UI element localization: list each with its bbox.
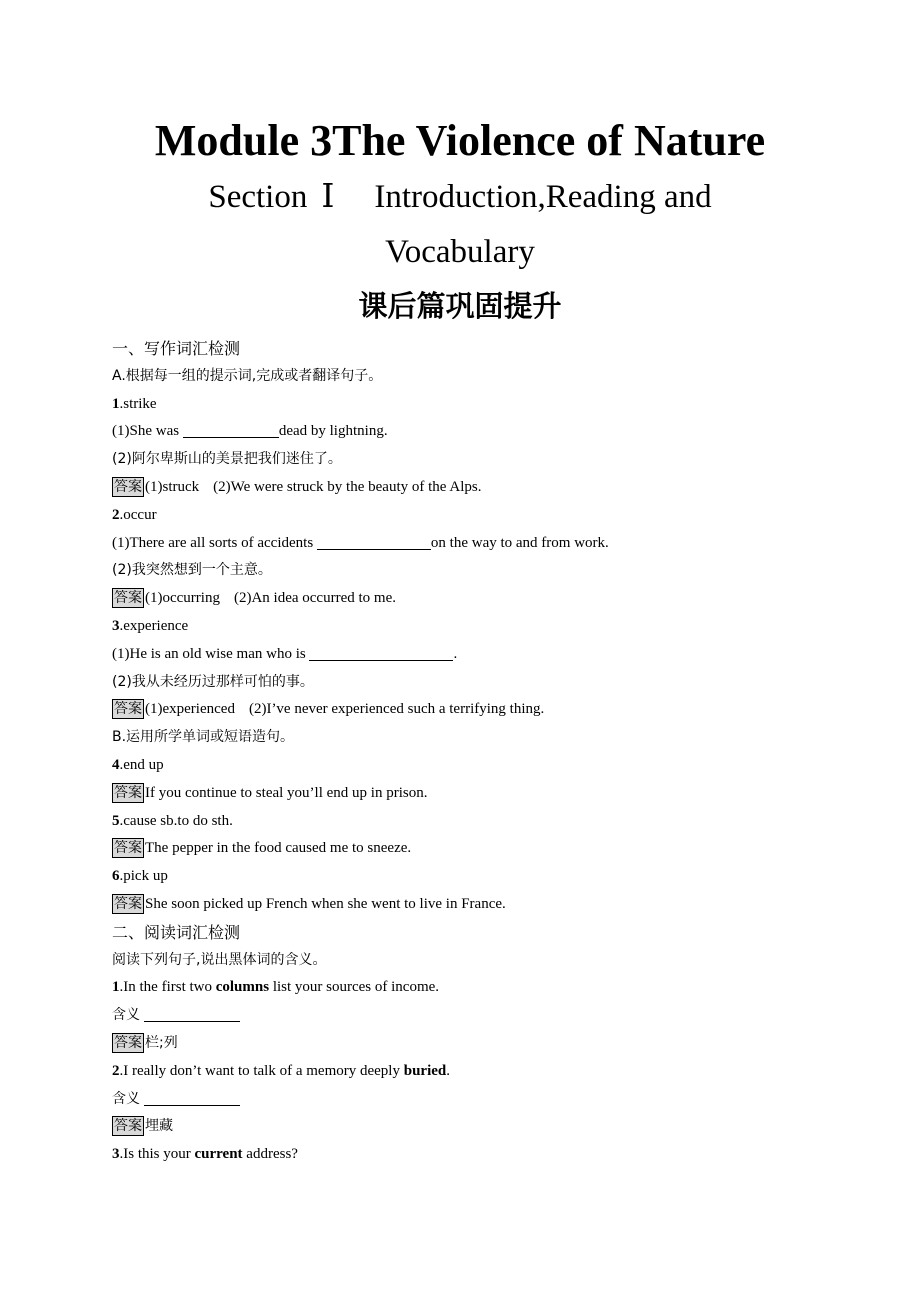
answer-label: 答案 [114,840,142,857]
answer-text: 栏;列 [145,1034,178,1051]
sentence-text: .In the first two [119,979,216,996]
section-name-line1: Introduction,Reading and [374,179,712,215]
bold-word: buried [403,1062,447,1079]
item-1-question-2: (2)阿尔卑斯山的美景把我们迷住了。 [112,451,342,468]
answer-label: 答案 [114,895,142,912]
item-number: 6 [112,868,120,885]
answer-label: 答案 [114,1034,142,1051]
section-title-line1 [0,170,920,225]
answer-blank [317,533,431,550]
part1-instruction-a: A.根据每一组的提示词,完成或者翻译句子。 [112,367,383,384]
item-word: .strike [119,395,157,412]
question-text: dead by lightning. [278,423,388,440]
item-2-answer [112,585,812,613]
meaning-label: 含义 [112,1090,140,1107]
item-1-word [112,391,812,419]
question-text: on the way to and from work. [430,534,609,551]
answer-text: (1)struck [145,478,200,495]
answer-text: (2)We were struck by the beauty of the Alps. [213,478,482,495]
phrase-text: .pick up [119,868,168,885]
item-2-word [112,502,812,530]
item-number: 2 [112,1062,120,1079]
phrase-5 [112,808,812,836]
answer-text: (2)An idea occurred to me. [233,590,396,607]
part2-heading: 二、阅读词汇检测 [112,922,241,942]
answer-label: 答案 [114,590,142,607]
answer-text: (1)occurring [145,590,220,607]
item-number: 3 [112,1146,120,1163]
phrase-5-answer [112,835,812,863]
phrase-6-answer [112,891,812,919]
part1-heading: 一、写作词汇检测 [112,339,241,358]
item-3-word [112,613,812,641]
phrase-text: .end up [119,756,164,773]
item-2-question-1 [112,530,812,558]
answer-blank [144,1089,240,1106]
item-number: 5 [112,812,120,829]
answer-blank [309,644,453,661]
section-label: Section [208,179,308,215]
item-3-question-1 [112,641,812,669]
phrase-4 [112,752,812,780]
item-number: 2 [112,506,120,523]
item-number: 4 [112,756,120,773]
practice-subtitle: 课后篇巩固提升 [358,289,562,323]
answer-text: (2)I’ve never experienced such a terrifying thing. [248,701,545,718]
answer-text: The pepper in the food caused me to sneeze. [145,840,412,857]
phrase-text: .cause sb.to do sth. [119,812,233,829]
exercise-body [112,335,812,1169]
item-3-answer [112,696,812,724]
reading-item-2 [112,1058,812,1086]
item-word: .occur [119,506,157,523]
answer-text: If you continue to steal you’ll end up in prison. [145,784,428,801]
item-2-question-2: (2)我突然想到一个主意。 [112,562,272,579]
reading-item-3 [112,1141,812,1169]
section-numeral: Ⅰ [321,179,335,215]
part2-instruction: 阅读下列句子,说出黑体词的含义。 [112,951,327,968]
question-text: (1)There are all sorts of accidents [112,534,317,551]
item-1-answer [112,474,812,502]
answer-text: 埋藏 [145,1118,173,1135]
meaning-label: 含义 [112,1007,140,1024]
question-text: (1)He is an old wise man who is [112,645,310,662]
reading-item-2-answer [112,1113,812,1141]
answer-label: 答案 [114,478,142,495]
item-number: 1 [112,395,120,412]
reading-item-2-meaning [112,1086,812,1114]
reading-item-1-answer [112,1030,812,1058]
sentence-text: . [446,1062,450,1079]
sentence-text: .I really don’t want to talk of a memory deeply [119,1062,404,1079]
item-number: 3 [112,617,120,634]
question-text: . [453,645,458,662]
question-text: (1)She was [112,423,183,440]
sentence-text: address? [242,1146,298,1163]
phrase-6 [112,863,812,891]
section-title [0,170,920,280]
answer-blank [144,1005,240,1022]
module-title: Module 3The Violence of Nature [154,116,766,165]
item-number: 1 [112,979,120,996]
answer-label: 答案 [114,784,142,801]
part1-instruction-b: B.运用所学单词或短语造句。 [112,729,295,746]
item-3-question-2: (2)我从未经历过那样可怕的事。 [112,673,314,690]
answer-text: (1)experienced [145,701,235,718]
phrase-4-answer [112,780,812,808]
item-1-question-1 [112,418,812,446]
reading-item-1-meaning [112,1002,812,1030]
answer-blank [183,421,279,438]
answer-label: 答案 [114,701,142,718]
answer-text: She soon picked up French when she went to live in France. [145,895,506,912]
section-name-line2: Vocabulary [385,234,535,270]
reading-item-1 [112,974,812,1002]
sentence-text: list your sources of income. [269,979,440,996]
sentence-text: .Is this your [119,1146,195,1163]
item-word: .experience [119,617,189,634]
answer-label: 答案 [114,1118,142,1135]
bold-word: columns [215,979,270,996]
bold-word: current [194,1146,243,1163]
